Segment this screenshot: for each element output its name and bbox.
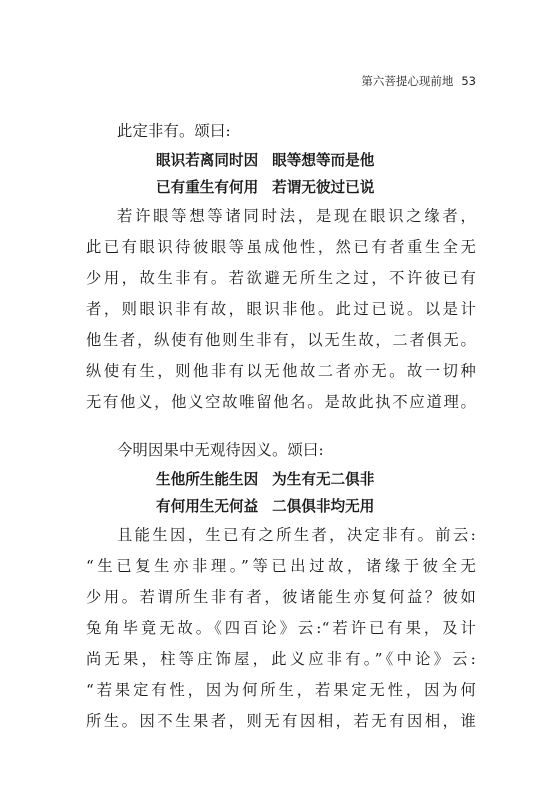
- verse-line: [86, 466, 476, 493]
- verse-first-half: 有何用生无何益: [156, 498, 259, 515]
- text-line: 者，则眼识非有故，眼识非他。此过已说。以是计: [86, 300, 476, 318]
- verse-first-half: 已有重生有何用: [156, 179, 259, 196]
- text-line: 若许眼等想等诸同时法，是现在眼识之缘者，: [117, 207, 476, 225]
- verse-first-half: 生他所生能生因: [156, 471, 259, 488]
- verse-second-half: 眼等想等而是他: [272, 152, 375, 169]
- text-line: 且能生因，生已有之所生者，决定非有。前云:: [117, 526, 476, 544]
- running-header: [361, 73, 476, 89]
- text-line: 所生。因不生果者，则无有因相，若无有因相，谁: [86, 712, 476, 730]
- text-line: 少用，故生非有。若欲避无所生之过，不许彼已有: [86, 269, 476, 287]
- text-line: 今明因果中无观待因义。颂曰:: [117, 441, 324, 459]
- verse-line: [86, 174, 476, 201]
- text-line: 纵使有生，则他非有以无他故二者亦无。故一切种: [86, 362, 476, 380]
- verse-line: [86, 147, 476, 174]
- text-line: “若果定有性，因为何所生，若果定无性，因为何: [86, 681, 476, 699]
- verse-second-half: 二俱俱非均无用: [272, 498, 375, 515]
- verse-first-half: 眼识若离同时因: [156, 152, 259, 169]
- chapter-title: 第六菩提心现前地: [361, 74, 454, 88]
- text-line: 兔角毕竟无故。《四百论》云:“若许已有果，及计: [86, 619, 476, 637]
- verse-second-half: 为生有无二俱非: [272, 471, 375, 488]
- text-line: 无有他义，他义空故唯留他名。是故此执不应道理。: [86, 393, 476, 411]
- paragraph-gap: [86, 418, 476, 435]
- verse-line: [86, 493, 476, 520]
- text-line: 少用。若谓所生非有者，彼诸能生亦复何益？彼如: [86, 588, 476, 606]
- verse-second-half: 若谓无彼过已说: [272, 179, 375, 196]
- text-line: “生已复生亦非理。”等已出过故，诸缘于彼全无: [86, 557, 476, 575]
- text-line: 尚无果，柱等庄饰屋，此义应非有。”《中论》云:: [86, 650, 476, 668]
- text-line: 他生者，纵使有他则生非有，以无生故，二者俱无。: [86, 331, 476, 349]
- text-line: 此已有眼识待彼眼等虽成他性，然已有者重生全无: [86, 238, 476, 256]
- text-line: 此定非有。颂曰:: [117, 122, 231, 140]
- main-text: [86, 116, 476, 737]
- page-number: 53: [461, 74, 476, 88]
